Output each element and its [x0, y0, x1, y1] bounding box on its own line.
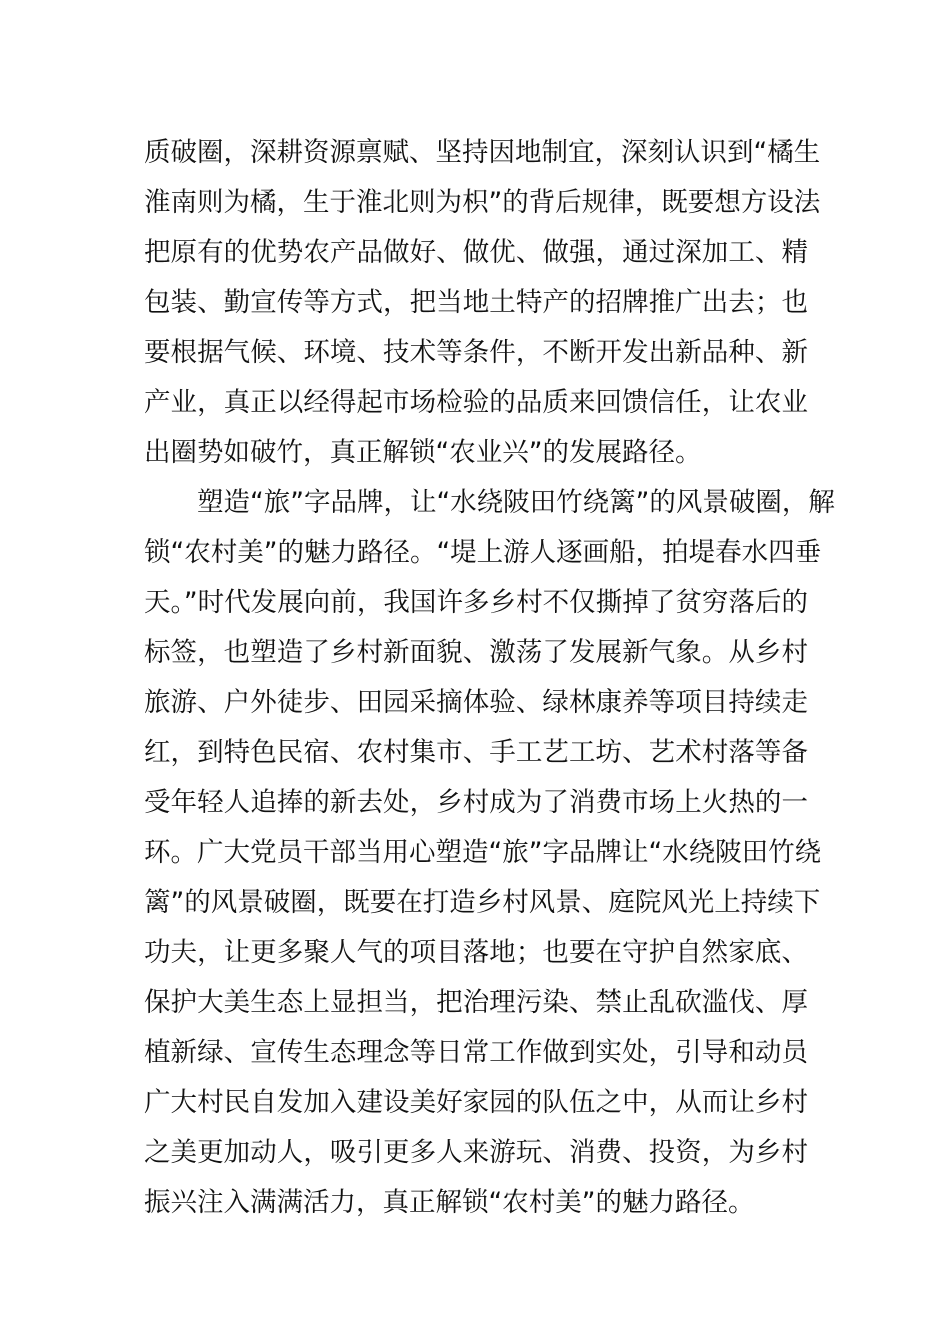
- paragraph-line: 环。广大党员干部当用心塑造“旅”字品牌让“水绕陂田竹绕: [144, 837, 822, 868]
- paragraph-line: 天。”时代发展向前，我国许多乡村不仅撕掉了贫穷落后的: [144, 587, 808, 618]
- paragraph-line: 把原有的优势农产品做好、做优、做强，通过深加工、精: [144, 237, 808, 268]
- paragraph-line: 淮南则为橘，生于淮北则为枳”的背后规律，既要想方设法: [144, 187, 821, 218]
- paragraph-line: 要根据气候、环境、技术等条件，不断开发出新品种、新: [144, 337, 808, 368]
- paragraph-line: 出圈势如破竹，真正解锁“农业兴”的发展路径。: [144, 437, 702, 468]
- paragraph-line: 植新绿、宣传生态理念等日常工作做到实处，引导和动员: [144, 1037, 808, 1068]
- paragraph-line: 塑造“旅”字品牌，让“水绕陂田竹绕篱”的风景破圈，解: [197, 487, 835, 518]
- paragraph-1: [144, 128, 821, 478]
- paragraph-line: 标签，也塑造了乡村新面貌、激荡了发展新气象。从乡村: [144, 637, 808, 668]
- paragraph-line: 之美更加动人，吸引更多人来游玩、消费、投资，为乡村: [144, 1137, 808, 1168]
- paragraph-line: 受年轻人追捧的新去处，乡村成为了消费市场上火热的一: [144, 787, 808, 818]
- paragraph-line: 红，到特色民宿、农村集市、手工艺工坊、艺术村落等备: [144, 737, 808, 768]
- paragraph-line: 旅游、户外徒步、田园采摘体验、绿林康养等项目持续走: [144, 687, 808, 718]
- body-text: [144, 128, 835, 1228]
- paragraph-line: 广大村民自发加入建设美好家园的队伍之中，从而让乡村: [144, 1087, 808, 1118]
- paragraph-line: 篱”的风景破圈，既要在打造乡村风景、庭院风光上持续下: [144, 887, 821, 918]
- paragraph-line: 锁“农村美”的魅力路径。“堤上游人逐画船，拍堤春水四垂: [144, 537, 822, 568]
- paragraph-2: [144, 478, 835, 1228]
- paragraph-line: 质破圈，深耕资源禀赋、坚持因地制宜，深刻认识到“橘生: [144, 137, 821, 168]
- paragraph-line: 产业，真正以经得起市场检验的品质来回馈信任，让农业: [144, 387, 808, 418]
- paragraph-line: 振兴注入满满活力，真正解锁“农村美”的魅力路径。: [144, 1187, 755, 1218]
- paragraph-line: 包装、勤宣传等方式，把当地土特产的招牌推广出去；也: [144, 287, 808, 318]
- paragraph-line: 保护大美生态上显担当，把治理污染、禁止乱砍滥伐、厚: [144, 987, 808, 1018]
- paragraph-line: 功夫，让更多聚人气的项目落地；也要在守护自然家底、: [144, 937, 808, 968]
